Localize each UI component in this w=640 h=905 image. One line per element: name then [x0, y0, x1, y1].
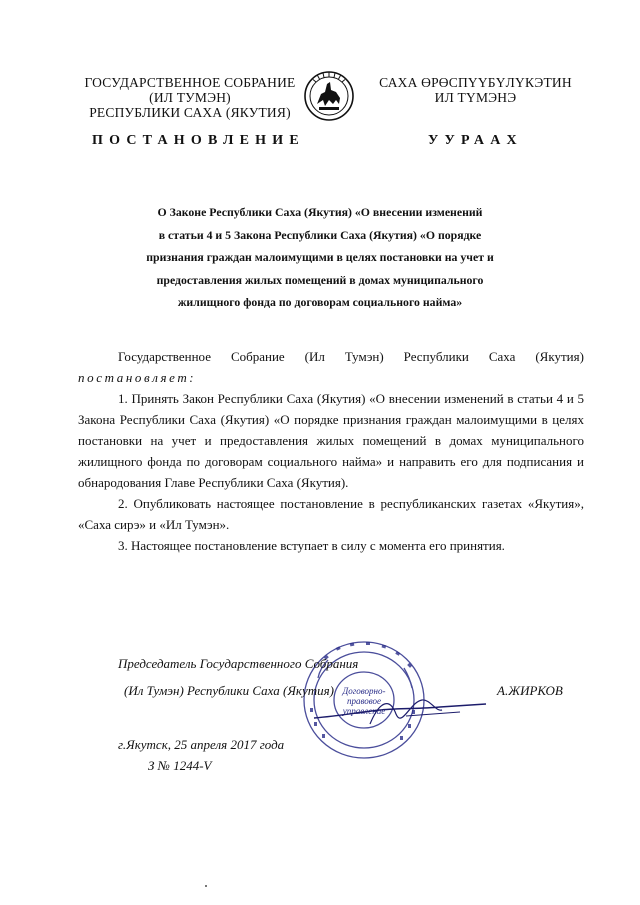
- doc-type-ru: ПОСТАНОВЛЕНИЕ: [92, 133, 305, 148]
- document-body: [78, 346, 584, 556]
- signatory-title-line-2: (Ил Тумэн) Республики Саха (Якутия): [124, 683, 334, 698]
- title-line: предоставления жилых помещений в домах муниципального: [156, 272, 484, 287]
- preamble-word: Саха: [488, 349, 516, 364]
- scan-speck: [205, 885, 207, 887]
- resolution-item-1: 1. Принять Закон Республики Саха (Якутия) «О внесении изменений в статьи 4 и 5 Закона Республики Саха (Якутия) «О порядке признания граждан малоимущими в целях постановки на учет и предоставления жилых помещений в домах муниципального жилищного фонда по договорам социального найма» и направить его для подписания и обнародования Главе Республики Саха (Якутия).: [78, 391, 584, 490]
- document-number: З № 1244-V: [148, 758, 212, 773]
- doc-type-sah: УУРААХ: [428, 133, 523, 148]
- header-left-line-2: (ИЛ ТУМЭН): [149, 90, 231, 105]
- signatory-title-line-1: Председатель Государственного Собрания: [118, 656, 359, 671]
- preamble-word: (Якутия): [535, 349, 584, 364]
- resolves-text: постановляет:: [78, 370, 197, 385]
- preamble-word: Государственное: [118, 349, 211, 364]
- resolution-item-2: 2. Опубликовать настоящее постановление в республиканских газетах «Якутия», «Саха сирэ» и «Ил Тумэн».: [78, 496, 584, 532]
- preamble-word: Республики: [403, 349, 469, 364]
- document-title: [100, 201, 540, 314]
- preamble-word: (Ил: [304, 349, 325, 364]
- resolution-item-3: 3. Настоящее постановление вступает в силу с момента его принятия.: [118, 538, 505, 553]
- preamble-word: Тумэн): [344, 349, 384, 364]
- title-line: в статьи 4 и 5 Закона Республики Саха (Якутия) «О порядке: [158, 227, 482, 242]
- header-right: [368, 75, 583, 105]
- stamp-text: Договорно-: [342, 686, 386, 696]
- place-date: г.Якутск, 25 апреля 2017 года: [118, 737, 285, 752]
- resolves-line: [78, 367, 584, 388]
- header-right-line-2: ИЛ ТҮМЭНЭ: [434, 90, 517, 105]
- header-left-line-1: ГОСУДАРСТВЕННОЕ СОБРАНИЕ: [84, 75, 296, 90]
- header-right-line-1: САХА ӨРӨСПҮҮБҮЛҮКЭТИН: [379, 75, 572, 90]
- stamp-text: правовое: [346, 696, 382, 706]
- preamble: [78, 346, 584, 367]
- preamble-word: Собрание: [230, 349, 285, 364]
- republic-emblem-icon: [303, 70, 355, 122]
- title-line: О Законе Республики Саха (Якутия) «О внесении изменений: [157, 205, 483, 219]
- header-left: [74, 75, 306, 120]
- title-line: жилищного фонда по договорам социального найма»: [177, 295, 463, 309]
- handwritten-signature-icon: [310, 690, 490, 730]
- signatory-name: А.ЖИРКОВ: [497, 683, 563, 698]
- title-line: признания граждан малоимущими в целях постановки на учет и: [146, 250, 494, 264]
- header-left-line-3: РЕСПУБЛИКИ САХА (ЯКУТИЯ): [89, 105, 291, 120]
- stamp-text: управление: [342, 706, 386, 716]
